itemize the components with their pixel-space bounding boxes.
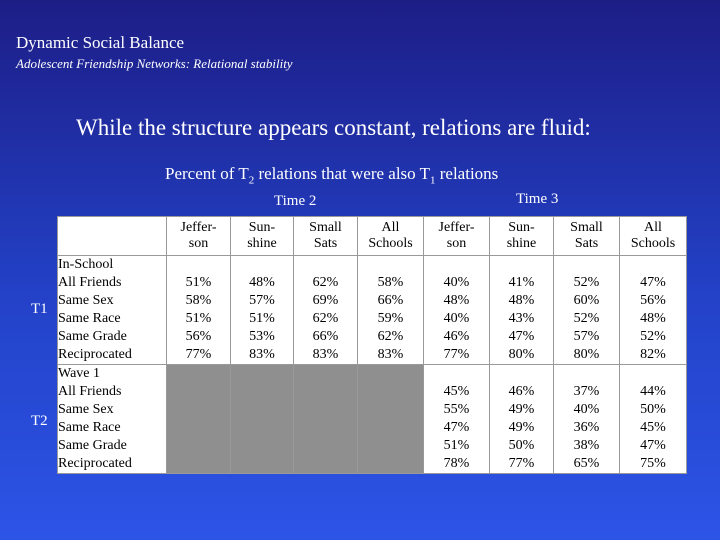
wave-1-labels [58, 365, 167, 474]
cell: 80% [508, 347, 535, 362]
cell: 40% [443, 311, 470, 326]
row-label: Same Race [58, 420, 121, 435]
col-jefferson-t3 [424, 256, 490, 365]
in-school-labels [58, 256, 167, 365]
col-allschools-t3 [620, 256, 687, 365]
cell: 83% [377, 347, 404, 362]
in-school-block [58, 256, 687, 365]
cell: 66% [312, 329, 339, 344]
cell: 48% [508, 293, 535, 308]
cell: 38% [573, 438, 600, 453]
header-smallsats-t3: Small Sats [554, 217, 620, 256]
cell: 77% [508, 456, 535, 471]
row-label: All Friends [58, 384, 122, 399]
time-2-label: Time 2 [274, 193, 317, 209]
cell: 47% [640, 438, 666, 453]
col-sunshine-t3 [490, 256, 554, 365]
cell: 56% [185, 329, 212, 344]
cell: 65% [573, 456, 600, 471]
header-smallsats-t2: Small Sats [294, 217, 358, 256]
cell: 50% [640, 402, 666, 417]
slide-subtitle: Adolescent Friendship Networks: Relational stability [16, 56, 293, 71]
cell: 47% [640, 275, 666, 290]
stability-table [57, 216, 687, 474]
cell: 78% [443, 456, 470, 471]
cell: 62% [377, 329, 404, 344]
cell: 48% [249, 275, 275, 290]
wave-1-block [58, 365, 687, 474]
cell: 53% [249, 329, 275, 344]
cell: 56% [640, 293, 666, 308]
cell: 80% [573, 347, 600, 362]
col-smallsats-t3-wave1 [554, 365, 620, 474]
cell: 40% [573, 402, 600, 417]
cell: 52% [573, 275, 600, 290]
header-jefferson-t2: Jeffer- son [167, 217, 231, 256]
cell: 46% [508, 384, 535, 399]
cell: 62% [312, 275, 339, 290]
header-allschools-t3: All Schools [620, 217, 687, 256]
cell: 45% [640, 420, 666, 435]
empty-grey-cell [294, 365, 358, 474]
block-heading: Wave 1 [58, 366, 101, 381]
cell: 50% [508, 438, 535, 453]
header-sunshine-t2: Sun- shine [231, 217, 294, 256]
row-label: Same Sex [58, 293, 114, 308]
cell: 47% [508, 329, 535, 344]
cell: 69% [312, 293, 339, 308]
cell: 62% [312, 311, 339, 326]
cell: 51% [443, 438, 470, 453]
header-row [58, 217, 687, 256]
row-label: Same Race [58, 311, 121, 326]
header-allschools-t2: All Schools [358, 217, 424, 256]
empty-grey-cell [167, 365, 231, 474]
time-3-label: Time 3 [516, 191, 559, 207]
col-smallsats-t2 [294, 256, 358, 365]
block-heading: In-School [58, 257, 114, 272]
col-jefferson-t2 [167, 256, 231, 365]
cell: 48% [640, 311, 666, 326]
col-sunshine-t3-wave1 [490, 365, 554, 474]
col-smallsats-t3 [554, 256, 620, 365]
cell: 37% [573, 384, 600, 399]
cell: 57% [249, 293, 275, 308]
cell: 43% [508, 311, 535, 326]
col-sunshine-t2 [231, 256, 294, 365]
empty-grey-cell [358, 365, 424, 474]
cell: 49% [508, 420, 535, 435]
cell: 49% [508, 402, 535, 417]
cell: 45% [443, 384, 470, 399]
row-label: Reciprocated [58, 347, 132, 362]
empty-grey-cell [231, 365, 294, 474]
cell: 46% [443, 329, 470, 344]
cell: 44% [640, 384, 666, 399]
cell: 36% [573, 420, 600, 435]
cell: 82% [640, 347, 666, 362]
col-jefferson-t3-wave1 [424, 365, 490, 474]
cell: 52% [640, 329, 666, 344]
cell: 58% [377, 275, 404, 290]
col-allschools-t3-wave1 [620, 365, 687, 474]
cell: 59% [377, 311, 404, 326]
t1-label: T1 [31, 301, 48, 317]
header-sunshine-t3: Sun- shine [490, 217, 554, 256]
cell: 57% [573, 329, 600, 344]
cell: 58% [185, 293, 212, 308]
cell: 77% [185, 347, 212, 362]
cell: 60% [573, 293, 600, 308]
cell: 83% [312, 347, 339, 362]
row-label: All Friends [58, 275, 122, 290]
cell: 75% [640, 456, 666, 471]
t2-label: T2 [31, 413, 48, 429]
cell: 51% [185, 311, 212, 326]
cell: 48% [443, 293, 470, 308]
cell: 40% [443, 275, 470, 290]
cell: 52% [573, 311, 600, 326]
header-blank [58, 217, 167, 256]
row-label: Reciprocated [58, 456, 132, 471]
header-jefferson-t3: Jeffer- son [424, 217, 490, 256]
cell: 47% [443, 420, 470, 435]
cell: 51% [249, 311, 275, 326]
table-caption: Percent of $T_2$ relations that were also $T_1$ relations [165, 164, 499, 187]
row-label: Same Grade [58, 438, 127, 453]
cell: 51% [185, 275, 212, 290]
cell: 77% [443, 347, 470, 362]
slide-headline: While the structure appears constant, relations are fluid: [76, 115, 591, 140]
row-label: Same Grade [58, 329, 127, 344]
cell: 41% [508, 275, 535, 290]
cell: 55% [443, 402, 470, 417]
cell: 66% [377, 293, 404, 308]
cell: 83% [249, 347, 275, 362]
col-allschools-t2 [358, 256, 424, 365]
slide-title: Dynamic Social Balance [16, 33, 185, 52]
row-label: Same Sex [58, 402, 114, 417]
